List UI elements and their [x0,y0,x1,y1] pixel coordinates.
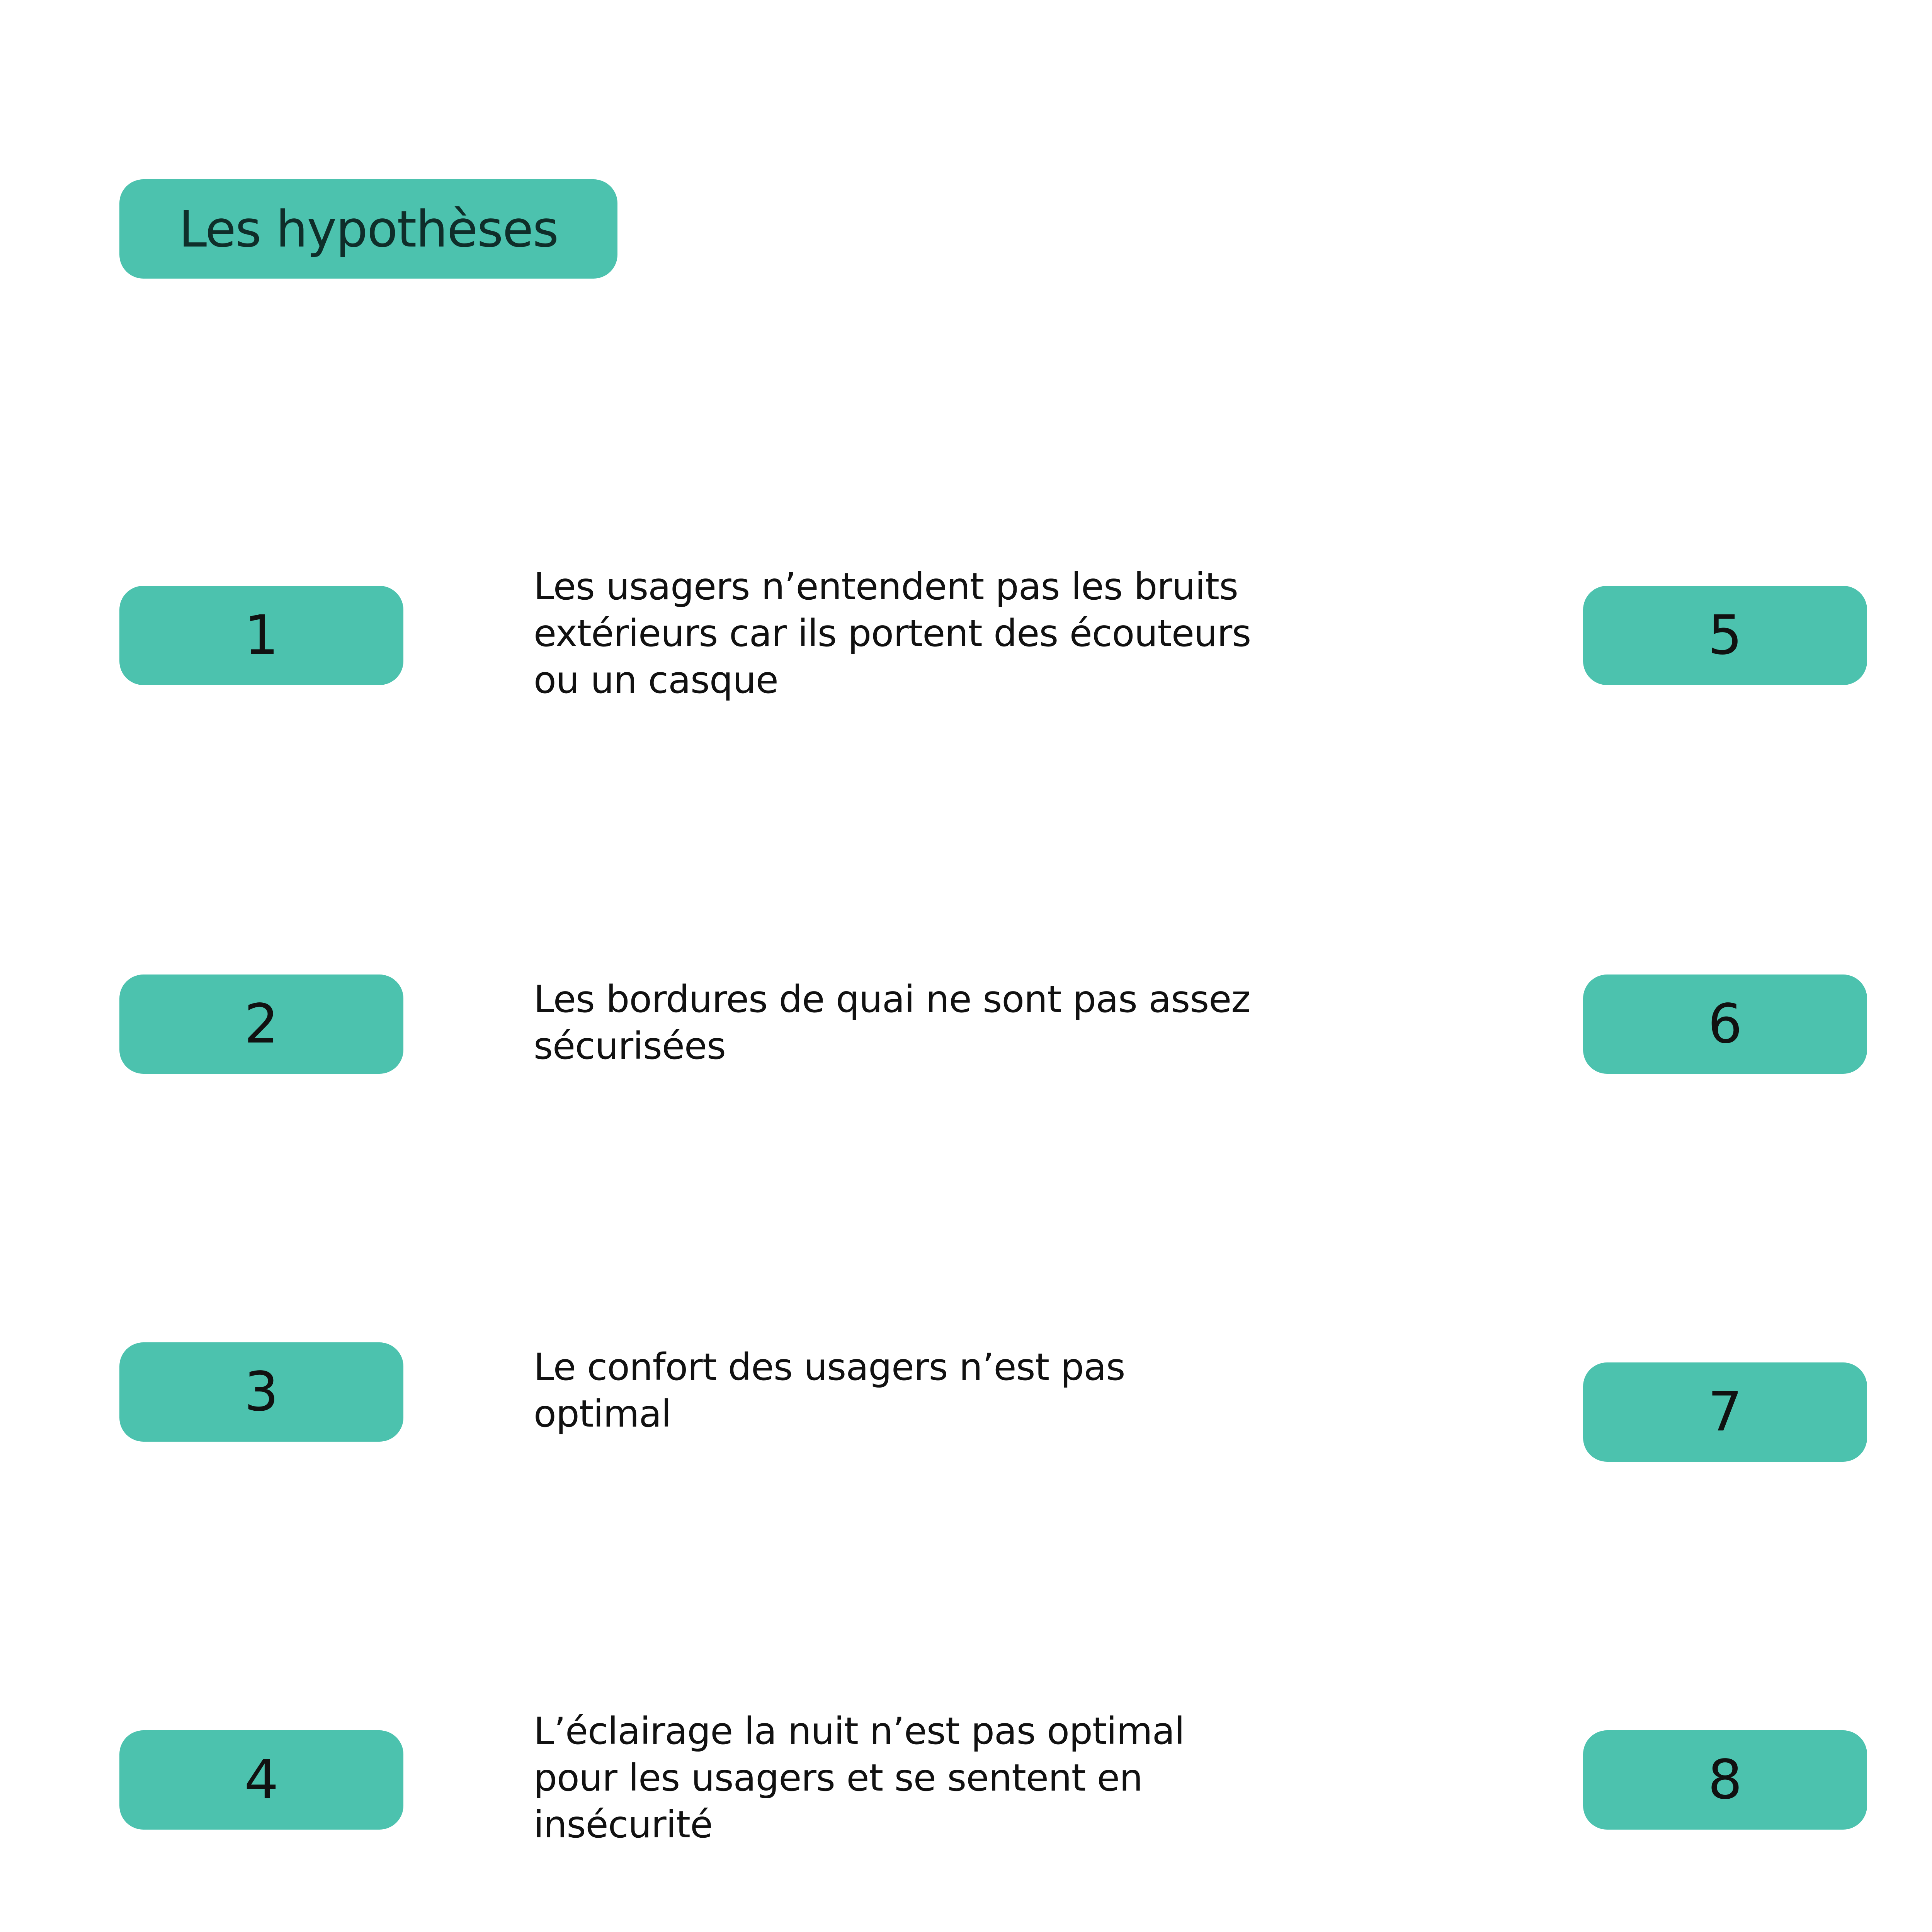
hypothesis-number-badge [1583,1730,1867,1830]
hypothesis-item-4 [119,1709,1433,1923]
hypothesis-item-8 [1583,1730,1932,1923]
hypothesis-item-1 [119,565,1433,779]
hypothesis-number-badge [1583,1362,1867,1462]
hypothesis-number: 3 [244,1361,279,1423]
hypothesis-number-badge [119,975,403,1074]
hypothesis-number-badge [1583,586,1867,685]
hypothesis-number: 5 [1708,604,1743,667]
hypothesis-item-3 [119,1342,1433,1536]
hypothesis-number: 4 [244,1748,279,1811]
hypothesis-item-6 [1583,975,1932,1168]
hypothesis-item-2 [119,975,1433,1168]
hypothesis-number-badge [1583,975,1867,1074]
hypothesis-item-5 [1583,586,1932,779]
hypothesis-text [534,563,1268,704]
hypothesis-text [534,1344,1268,1437]
hypothesis-number-badge [119,1730,403,1830]
hypothesis-text-line: pour les usagers et se sentent en [534,1756,1143,1799]
page-title-badge [119,179,617,279]
hypothesis-text [534,976,1268,1070]
hypothesis-text-line: Le confort des usagers n’est pas [534,1345,1125,1389]
hypothesis-item-7 [1583,1362,1932,1556]
hypothesis-number: 1 [244,604,279,667]
hypothesis-number-badge [119,586,403,685]
hypothesis-text-line: insécurité [534,1803,713,1846]
hypothesis-text-line: extérieurs car ils portent des écouteurs [534,612,1251,655]
page-title: Les hypothèses [179,199,558,259]
hypothesis-number-badge [119,1342,403,1442]
hypothesis-number: 2 [244,993,279,1056]
hypothesis-number: 7 [1708,1381,1743,1444]
hypothesis-text-line: Les bordures de quai ne sont pas assez [534,978,1250,1021]
hypothesis-text-line: optimal [534,1392,671,1435]
hypothesis-text [534,1708,1268,1848]
hypothesis-number: 8 [1708,1748,1743,1811]
hypothesis-text-line: L’éclairage la nuit n’est pas optimal [534,1709,1185,1753]
hypothesis-text-line: ou un casque [534,658,778,702]
hypothesis-number: 6 [1708,993,1743,1056]
hypothesis-text-line: Les usagers n’entendent pas les bruits [534,565,1238,608]
hypothesis-text-line: sécurisées [534,1024,726,1068]
